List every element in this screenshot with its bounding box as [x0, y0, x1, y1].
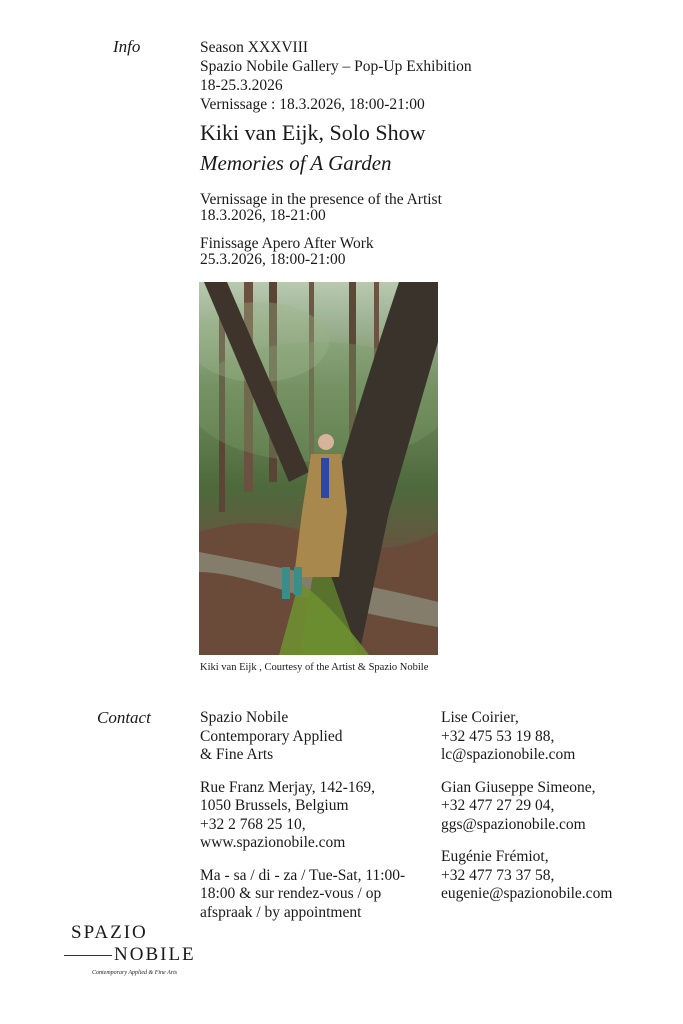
event-time: 18.3.2026, 18-21:00	[200, 207, 326, 224]
logo-word-nobile: NOBILE	[114, 944, 196, 965]
person-email-link[interactable]: ggs@spazionobile.com	[441, 815, 586, 833]
opening-hours-line: Ma - sa / di - za / Tue-Sat, 11:00-	[200, 866, 406, 884]
dates-line: 18-25.3.2026	[200, 77, 283, 94]
person-phone[interactable]: +32 477 73 37 58,	[441, 866, 555, 884]
event-finissage	[200, 236, 374, 268]
logo-lower-row	[64, 944, 204, 966]
gallery-address-block	[200, 779, 405, 853]
info-block	[200, 38, 472, 114]
info-label: Info	[113, 37, 141, 56]
person-phone[interactable]: +32 475 53 19 88,	[441, 727, 555, 745]
gallery-line: Spazio Nobile Gallery – Pop-Up Exhibition	[200, 58, 472, 75]
person-email-link[interactable]: eugenie@spazionobile.com	[441, 885, 613, 902]
logo-rule	[64, 955, 112, 956]
contact-person	[441, 848, 612, 904]
gallery-name: Spazio Nobile	[200, 709, 289, 726]
person-email-link[interactable]: lc@spazionobile.com	[441, 746, 576, 763]
contact-label: Contact	[97, 708, 151, 727]
contact-column-people	[441, 709, 612, 904]
contact-person	[441, 709, 612, 765]
exhibition-title: Kiki van Eijk, Solo Show	[200, 120, 426, 145]
person-name: Lise Coirier,	[441, 709, 519, 726]
event-time: 25.3.2026, 18:00-21:00	[200, 251, 346, 268]
season-line: Season XXXVIII	[200, 39, 309, 56]
gallery-phone[interactable]: +32 2 768 25 10,	[200, 815, 306, 833]
gallery-descriptor: & Fine Arts	[200, 746, 274, 763]
address-city: 1050 Brussels, Belgium	[200, 797, 349, 814]
contact-person	[441, 779, 612, 835]
gallery-descriptor: Contemporary Applied	[200, 727, 343, 745]
person-name: Eugénie Frémiot,	[441, 848, 549, 865]
event-title: Finissage Apero After Work	[200, 235, 374, 252]
address-street: Rue Franz Merjay, 142-169,	[200, 778, 376, 796]
person-phone[interactable]: +32 477 27 29 04,	[441, 797, 555, 814]
opening-hours-block	[200, 867, 405, 923]
vernissage-line: Vernissage : 18.3.2026, 18:00-21:00	[200, 96, 425, 113]
photo-caption: Kiki van Eijk , Courtesy of the Artist & Spazio Nobile	[200, 662, 429, 673]
person-name: Gian Giuseppe Simeone,	[441, 778, 596, 796]
logo-word-spazio: SPAZIO	[71, 922, 148, 943]
logo-tagline: Contemporary Applied & Fine Arts	[92, 970, 178, 976]
forest-illustration	[199, 282, 438, 655]
event-vernissage	[200, 192, 442, 224]
exhibition-subtitle: Memories of A Garden	[200, 151, 392, 175]
spazio-nobile-logo	[64, 922, 204, 976]
opening-hours-line: 18:00 & sur rendez-vous / op	[200, 885, 382, 902]
artist-photo	[199, 282, 438, 655]
gallery-website-link[interactable]: www.spazionobile.com	[200, 834, 346, 851]
contact-column-gallery	[200, 709, 405, 922]
opening-hours-line: afspraak / by appointment	[200, 903, 362, 921]
gallery-name-block	[200, 709, 405, 765]
event-title: Vernissage in the presence of the Artist	[200, 191, 442, 208]
